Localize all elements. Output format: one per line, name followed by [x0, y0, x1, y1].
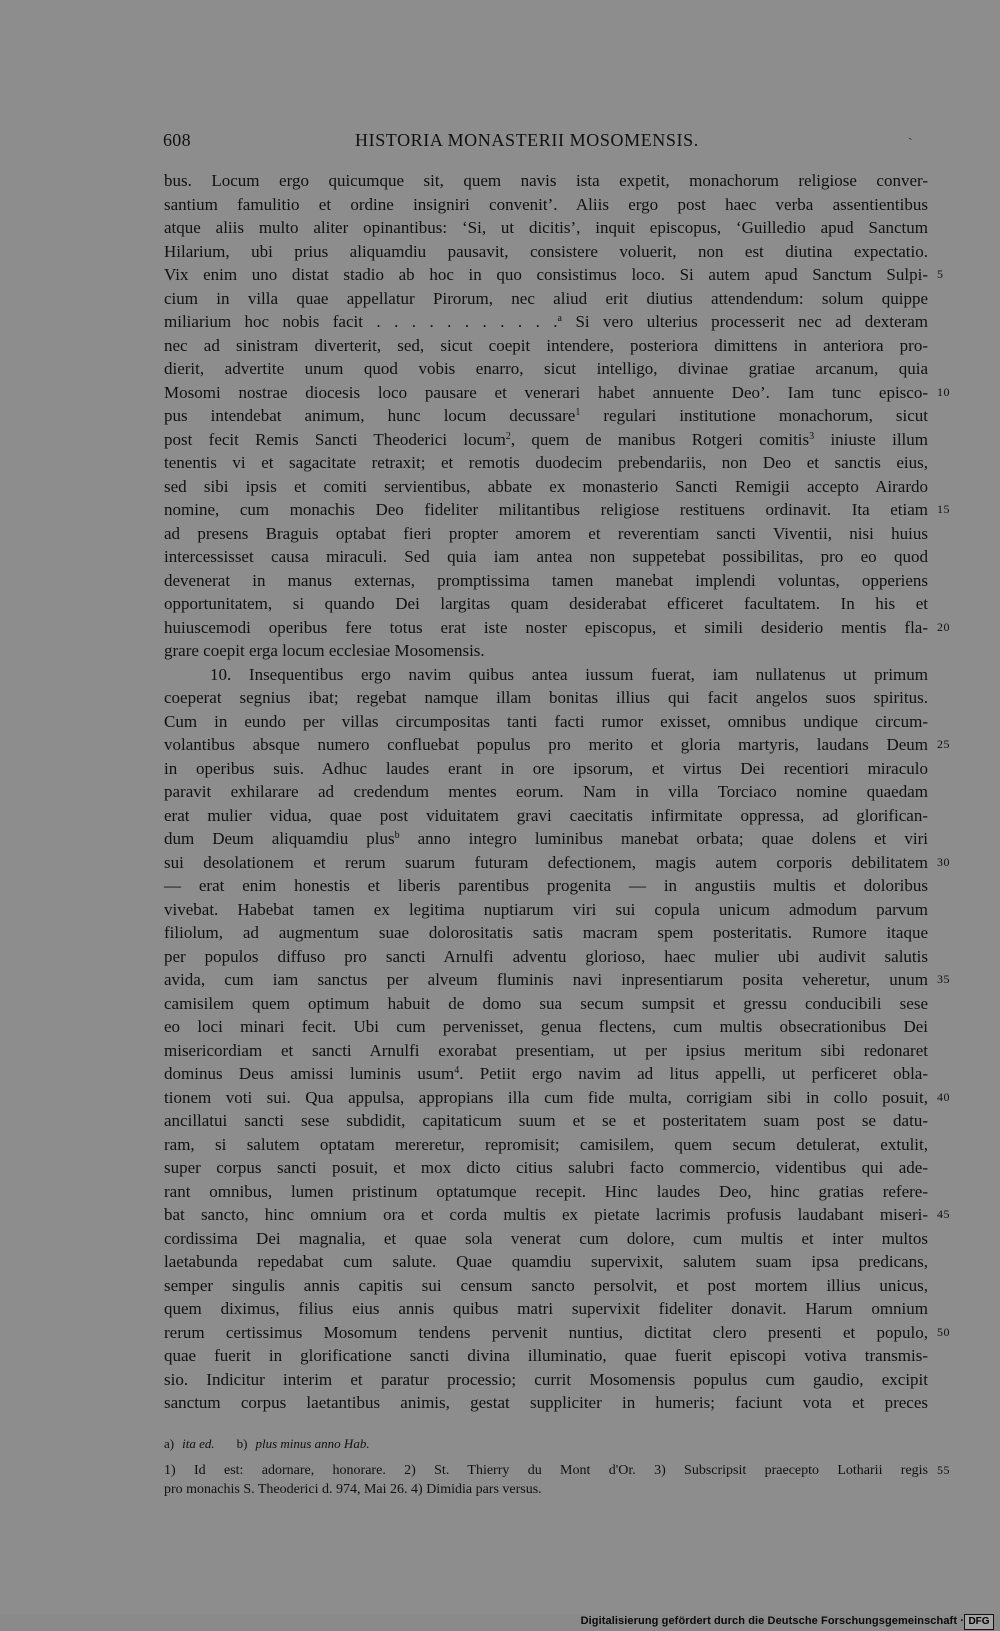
text-line [164, 1039, 928, 1063]
line-text: miliarium hoc nobis facit . . . . . . . . . . . [164, 312, 558, 331]
note-line [164, 1461, 950, 1480]
text-line [164, 1203, 950, 1227]
text-line [164, 569, 928, 593]
line-text: eo loci minari fecit. Ubi cum pervenisset, genua flectens, cum multis obsecrationibus Dei [164, 1017, 928, 1036]
footnotes [164, 1433, 950, 1499]
text-line [164, 921, 928, 945]
note-mark: a) [164, 1436, 175, 1451]
text-line [164, 1250, 928, 1274]
text-line [164, 263, 944, 287]
line-text: per populos diffuso pro sancti Arnulfi adventu glorioso, haec mulier ubi audivit salutis [164, 946, 928, 966]
line-text: dominus Deus amissi luminis usum [164, 1064, 455, 1083]
line-text: tenentis vi et sagacitate retraxit; et remotis duodecim prebendariis, non Deo et sanctis eius, [164, 453, 928, 472]
text-line [164, 1391, 928, 1415]
line-text: rant omnibus, lumen pristinum optatumque recepit. Hinc laudes Deo, hinc gratias refere- [164, 1181, 928, 1201]
line-text: sanctum corpus laetantibus animis, gestat suppliciter in humeris; faciunt vota et preces [164, 1393, 928, 1412]
line-text: dum Deum aliquamdiu plus [164, 829, 395, 848]
line-text: 1) Id est: adornare, honorare. 2) St. Thierry du Mont d'Or. 3) Subscripsit praecepto Lotharii regis [164, 1463, 928, 1478]
line-text: misericordiam et sancti Arnulfi exorabat presentiam, ut per ipsius meritum sibi redonaret [164, 1040, 928, 1060]
line-number: 40 [937, 1089, 950, 1104]
line-text: coeperat segnius ibat; regebat namque illam bonitas illius qui facit angelos suos spiritus. [164, 688, 928, 707]
line-text: ram, si salutem optatam mereretur, repromisit; camisilem, quem secum detulerat, extulit, [164, 1134, 928, 1154]
line-text: quae fuerit in glorificatione sancti divina illuminatio, quae fuerit episcopi votiva transmis- [164, 1346, 928, 1365]
text-line [164, 1274, 928, 1298]
line-text: vivebat. Habebat tamen ex legitima nuptiarum viri sui copula unicum admodum parvum [164, 899, 928, 919]
text-line [164, 780, 928, 804]
line-number: 15 [937, 502, 950, 516]
line-text: regulari institutione monachorum, sicut [580, 406, 929, 425]
line-number: 25 [937, 737, 950, 751]
line-text: santium famulitio et ordine insigniri convenit’. Aliis ergo post haec verba assentientibus [164, 194, 928, 214]
text-line [164, 1227, 928, 1251]
running-title: HISTORIA MONASTERII MOSOMENSIS. [355, 130, 699, 150]
line-number: 55 [937, 1463, 950, 1477]
text-line [164, 357, 928, 381]
apparatus-note [237, 1436, 370, 1451]
text-line [164, 733, 950, 757]
text-line [164, 639, 928, 663]
text-line [164, 1109, 928, 1133]
text-line [164, 451, 928, 475]
line-text: , quem de manibus Rotgeri comitis [510, 429, 810, 449]
text-line [164, 310, 928, 334]
line-text: nec ad sinistram diverterit, sed, sicut coepit intendere, posteriora dimittens in anteriora pro- [164, 335, 928, 355]
line-number: 35 [937, 972, 950, 986]
text-line [164, 1180, 928, 1204]
footnote-ref: 4 [454, 1065, 460, 1076]
line-text: volantibus absque numero confluebat populus pro merito et gloria martyris, laudans Deum [164, 735, 928, 754]
text-line [164, 1344, 928, 1368]
line-text: bus. Locum ergo quicumque sit, quem navis ista expetit, monachorum religiose conver- [164, 171, 928, 190]
text-line [164, 874, 928, 898]
line-text: 10. Insequentibus ergo navim quibus antea iussum fuerat, iam nullatenus ut primum [210, 664, 928, 684]
text-line [164, 992, 928, 1016]
line-text: cium in villa quae appellatur Pirorum, nec aliud erit diutius attendendum: solum quippe [164, 288, 928, 308]
line-number: 45 [937, 1207, 950, 1221]
text-line [164, 592, 928, 616]
text-line [164, 381, 950, 405]
line-text: rerum certissimus Mosomum tendens pervenit nuntius, dictitat clero presenti et populo, [164, 1322, 928, 1342]
line-number: 50 [937, 1324, 950, 1339]
line-number: 20 [937, 619, 950, 634]
text-line [164, 1321, 950, 1345]
text-line [164, 240, 928, 264]
apparatus-note [164, 1436, 215, 1451]
text-line [164, 404, 928, 428]
text-line [164, 686, 928, 710]
note-line [164, 1480, 928, 1499]
text-line [164, 616, 950, 640]
line-text: Mosomi nostrae diocesis loco pausare et venerari habet annuente Deo’. Iam tunc episco- [164, 382, 928, 402]
line-text: filiolum, ad augmentum suae dolorositatis satis macram spem posteritatis. Rumore itaque [164, 923, 928, 942]
line-text: tionem voti sui. Qua appulsa, appropians illa cum fide multa, corrigiam sibi in collo posuit, [164, 1087, 928, 1107]
line-text: Vix enim uno distat stadio ab hoc in quo consistimus loco. Si autem apud Sanctum Sulpi- [164, 265, 928, 284]
text-line [164, 1297, 928, 1321]
line-text: bat sancto, hinc omnium ora et corda multis ex pietate lacrimis profusis laudabant miseri- [164, 1205, 928, 1224]
note-text: ita ed. [182, 1436, 215, 1451]
line-text: ad presens Braguis optabat fieri propter amorem et reverentiam sancti Viventii, nisi huius [164, 523, 928, 543]
text-line [164, 968, 950, 992]
text-line [164, 1133, 928, 1157]
text-line [164, 1062, 928, 1086]
note-text: plus minus anno Hab. [255, 1436, 370, 1451]
line-text: opportunitatem, si quando Dei largitas quam desiderabat efficeret facultatem. In his et [164, 594, 928, 613]
line-number: 5 [937, 267, 944, 281]
text-line [164, 757, 928, 781]
text-line [164, 1156, 928, 1180]
text-line [164, 1086, 950, 1110]
text-line [164, 522, 928, 546]
line-text: anno integro luminibus manebat orbata; quae dolens et viri [399, 829, 928, 848]
text-line [164, 945, 928, 969]
line-text: sio. Indicitur interim et paratur processio; currit Mosomensis populus cum gaudio, excipit [164, 1369, 928, 1389]
line-number: 10 [937, 384, 950, 399]
line-text: atque aliis multo aliter opinantibus: ‘Si, ut dicitis’, inquit episcopus, ‘Guilledio apud Sanctum [164, 218, 928, 237]
text-line [164, 193, 928, 217]
footnote-ref: a [557, 313, 562, 324]
text-line [164, 169, 928, 193]
line-text: laetabunda repedabat cum salute. Quae quamdiu supervixit, salutem suam ipsa predicans, [164, 1252, 928, 1271]
text-line [164, 545, 928, 569]
dfg-logo: DFG [964, 1614, 994, 1630]
line-text: Hilarium, ubi prius aliquamdiu pausavit, consistere voluerit, non est diutina expectatio. [164, 241, 928, 261]
line-text: post fecit Remis Sancti Theoderici locum [164, 429, 506, 449]
line-text: dierit, advertite unum quod vobis enarro, sicut intelligo, divinae gratiae arcanum, quia [164, 359, 928, 378]
line-text: camisilem quem optimum habuit de domo sua secum sumpsit et gressu conducibili sese [164, 993, 928, 1013]
line-text: paravit exhilarare ad credendum mentes eorum. Nam in villa Torciaco nomine quaedam [164, 782, 928, 801]
line-text: grare coepit erga locum ecclesiae Mosomensis. [164, 641, 485, 660]
text-line [164, 287, 928, 311]
footnote-ref: b [394, 830, 400, 841]
line-text: quem diximus, filius eius annis quibus matri supervixit fideliter donavit. Harum omnium [164, 1299, 928, 1318]
line-text: ancillatui sancti sese subdidit, capitaticum suum et se et posteritatem suam post se datu- [164, 1111, 928, 1130]
text-line [164, 498, 950, 522]
line-text: semper singulis annis capitis sui censum sancto persolvit, et post mortem illius unicus, [164, 1275, 928, 1295]
note-mark: b) [236, 1436, 248, 1451]
apparatus-notes [164, 1433, 928, 1455]
text-line [164, 851, 950, 875]
line-text: intercessisset causa miraculi. Sed quia iam antea non suppetebat possibilitas, pro eo quod [164, 547, 928, 566]
line-number: 30 [937, 854, 950, 869]
text-line [164, 1368, 928, 1392]
text-line [164, 1015, 928, 1039]
text-line [164, 898, 928, 922]
line-text: nomine, cum monachis Deo fideliter militantibus religiose restituens ordinavit. Ita etiam [164, 500, 928, 519]
text-line [164, 475, 928, 499]
line-text: cordissima Dei magnalia, et quae sola venerat cum dolore, cum multis et inter multos [164, 1228, 928, 1248]
line-text: super corpus sancti posuit, et mox dicto citius salubri facto commercio, videntibus qui ade- [164, 1158, 928, 1177]
text-line [164, 827, 928, 851]
text-line [164, 710, 928, 734]
footnote-ref: 2 [505, 430, 511, 442]
line-text: iniuste illum [814, 429, 928, 449]
text-line [164, 428, 928, 452]
line-text: — erat enim honestis et liberis parentibus progenita — in angustiis multis et doloribus [164, 876, 928, 895]
line-text: . Petiit ergo navim ad litus appelli, ut perficeret obla- [459, 1064, 929, 1083]
line-text: erat mulier vidua, quae post viduitatem gravi caecitatis infirmitate oppressa, ad glorifican- [164, 805, 928, 825]
line-text: devenerat in manus externas, promptissima tamen manebat implendi voluntas, opperiens [164, 570, 928, 590]
page-number: 608 [163, 130, 191, 150]
line-text: pro monachis S. Theoderici d. 974, Mai 26. 4) Dimidia pars versus. [164, 1482, 542, 1497]
line-text: in operibus suis. Adhuc laudes erant in ore ipsorum, et virtus Dei recentiori miraculo [164, 758, 928, 778]
text-line [164, 804, 928, 828]
text-line [164, 663, 928, 687]
line-text: sui desolationem et rerum suarum futuram defectionem, magis autem corporis debilitatem [164, 852, 928, 872]
body-text [164, 169, 950, 1415]
line-text: pus intendebat animum, hunc locum decussare [164, 406, 576, 425]
text-line [164, 334, 928, 358]
line-text: Si vero ulterius processerit nec ad dexteram [562, 312, 928, 331]
funding-credit: Digitalisierung gefördert durch die Deutsche Forschungsgemeinschaft · [580, 1615, 964, 1627]
line-text: huiuscemodi operibus fere totus erat iste noster episcopus, et simili desiderio mentis fla- [164, 617, 928, 637]
footnote-ref: 1 [575, 407, 581, 418]
numbered-notes [164, 1461, 950, 1499]
line-text: avida, cum iam sanctus per alveum fluminis navi inpresentiarum posita veheretur, unum [164, 970, 928, 989]
line-text: sed sibi ipsis et comiti servientibus, abbate ex monasterio Sancti Remigii accepto Airardo [164, 476, 928, 496]
corner-mark: ˎ [908, 126, 913, 141]
text-line [164, 216, 928, 240]
footnote-ref: 3 [809, 430, 815, 442]
line-text: Cum in eundo per villas circumpositas tanti facti rumor exisset, omnibus undique circum- [164, 711, 928, 731]
page-header [163, 126, 929, 156]
